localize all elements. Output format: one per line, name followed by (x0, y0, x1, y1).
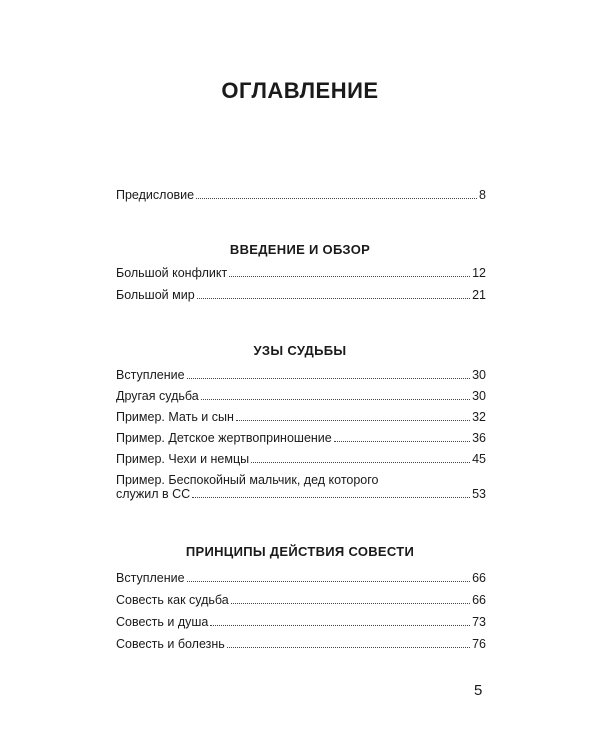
dot-leader (197, 298, 470, 299)
toc-section-1 (116, 266, 486, 302)
section-heading: ПРИНЦИПЫ ДЕЙСТВИЯ СОВЕСТИ (185, 544, 415, 559)
entry-label: Большой конфликт (116, 266, 228, 280)
entry-page: 36 (472, 431, 486, 445)
dot-leader (201, 399, 470, 400)
toc-entry (116, 188, 486, 202)
entry-page: 66 (472, 571, 486, 585)
section-heading: ВВЕДЕНИЕ И ОБЗОР (229, 242, 371, 257)
entry-label-line2: служил в СС (116, 487, 191, 501)
toc-entry (116, 593, 486, 607)
toc-entry (116, 615, 486, 629)
toc-entry (116, 266, 486, 280)
entry-label: Другая судьба (116, 389, 199, 403)
dot-leader (251, 462, 470, 463)
entry-page: 8 (479, 188, 486, 202)
entry-page: 53 (472, 487, 486, 501)
toc-section-2 (116, 368, 486, 501)
toc-entry (116, 473, 486, 501)
entry-label: Вступление (116, 571, 185, 585)
dot-leader (196, 198, 477, 199)
dot-leader (334, 441, 470, 442)
entry-label: Совесть и болезнь (116, 637, 225, 651)
entry-label: Предисловие (116, 188, 195, 202)
dot-leader (187, 581, 471, 582)
entry-label: Большой мир (116, 288, 195, 302)
dot-leader (227, 647, 470, 648)
entry-label: Вступление (116, 368, 185, 382)
entry-label: Пример. Детское жертвоприношение (116, 431, 332, 445)
dot-leader (187, 378, 471, 379)
entry-label-line1: Пример. Беспокойный мальчик, дед которого (116, 473, 379, 487)
toc-entry (116, 288, 486, 302)
entry-page: 73 (472, 615, 486, 629)
entry-page: 12 (472, 266, 486, 280)
section-heading: УЗЫ СУДЬБЫ (253, 343, 347, 358)
dot-leader (229, 276, 470, 277)
toc-entry (116, 368, 486, 382)
entry-page: 76 (472, 637, 486, 651)
toc-entry (116, 410, 486, 424)
toc-preface (116, 188, 486, 202)
entry-page: 32 (472, 410, 486, 424)
entry-page: 30 (472, 389, 486, 403)
toc-entry (116, 571, 486, 585)
toc-section-3 (116, 571, 486, 651)
toc-entry (116, 389, 486, 403)
dot-leader (236, 420, 470, 421)
page-number: 5 (474, 682, 483, 699)
toc-entry (116, 637, 486, 651)
dot-leader (192, 497, 470, 498)
entry-label: Пример. Чехи и немцы (116, 452, 250, 466)
toc-entry (116, 452, 486, 466)
entry-page: 66 (472, 593, 486, 607)
entry-page: 45 (472, 452, 486, 466)
toc-entry (116, 431, 486, 445)
dot-leader (231, 603, 470, 604)
entry-label: Совесть и душа (116, 615, 209, 629)
entry-page: 21 (472, 288, 486, 302)
dot-leader (210, 625, 470, 626)
entry-label: Совесть как судьба (116, 593, 229, 607)
toc-title: ОГЛАВЛЕНИЕ (221, 78, 379, 103)
entry-page: 30 (472, 368, 486, 382)
entry-label: Пример. Мать и сын (116, 410, 234, 424)
